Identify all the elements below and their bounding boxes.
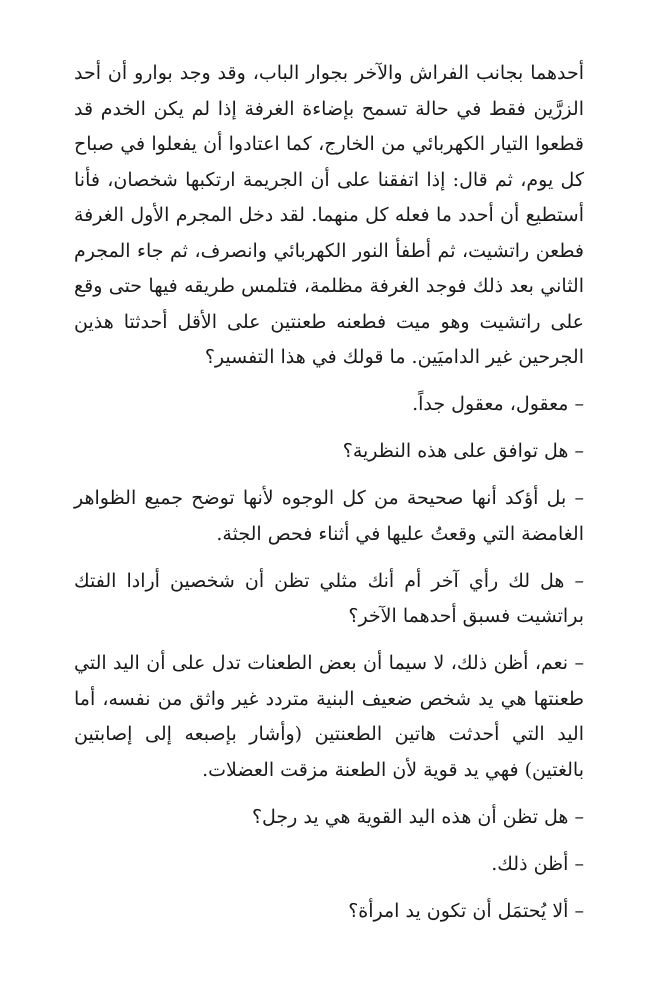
dialogue-line: – أظن ذلك. (491, 852, 584, 875)
dialogue-line: – بل أؤكد أنها صحيحة من كل الوجوه لأنها توضح جميع الظواهر الغامضة التي وقعتُ عليها في أثناء فحص الجثة. (74, 487, 584, 545)
dialogue-line: – هل تظن أن هذه اليد القوية هي يد رجل؟ (251, 805, 584, 828)
dialogue-line: – هل لك رأي آخر أم أنك مثلي تظن أن شخصين أرادا الفتك براتشيت فسبق أحدهما الآخر؟ (74, 569, 584, 627)
book-page (74, 56, 584, 941)
dialogue-line: – نعم، أظن ذلك، لا سيما أن بعض الطعنات تدل على أن اليد التي طعنتها هي يد شخص ضعيف البنية متردد غير واثق من نفسه، أما اليد التي أحدثت هاتين الطعنتين (وأشار بإصبعه إلى إصابتين بالغتين) فهي يد قوية لأن الطعنة مزقت العضلات. (74, 652, 584, 781)
dialogue-line: – معقول، معقول جداً. (412, 393, 584, 415)
dialogue-line: – ألا يُحتمَل أن تكون يد امرأة؟ (348, 899, 584, 922)
dialogue-line: – هل توافق على هذه النظرية؟ (342, 440, 584, 462)
narrative-paragraph: أحدهما بجانب الفراش والآخر بجوار الباب، وقد وجد بوارو أن أحد الزرَّين فقط في حالة تسمح بإضاءة الغرفة إذا لم يكن الخدم قد قطعوا التيار الكهربائي من الخارج، كما اعتادوا أن يفعلوا في صباح كل يوم، ثم قال: إذا اتفقنا على أن الجريمة ارتكبها شخصان، فأنا أستطيع أن أحدد ما فعله كل منهما. لقد دخل المجرم الأول الغرفة فطعن راتشيت، ثم أطفأ النور الكهربائي وانصرف، ثم جاء المجرم الثاني بعد ذلك فوجد الغرفة مظلمة، فتلمس طريقه فيها حتى وقع على راتشيت وهو ميت فطعنه طعنتين على الأقل أحدثتا هذين الجرحين غير الداميَين. ما قولك في هذا التفسير؟ (74, 62, 584, 368)
